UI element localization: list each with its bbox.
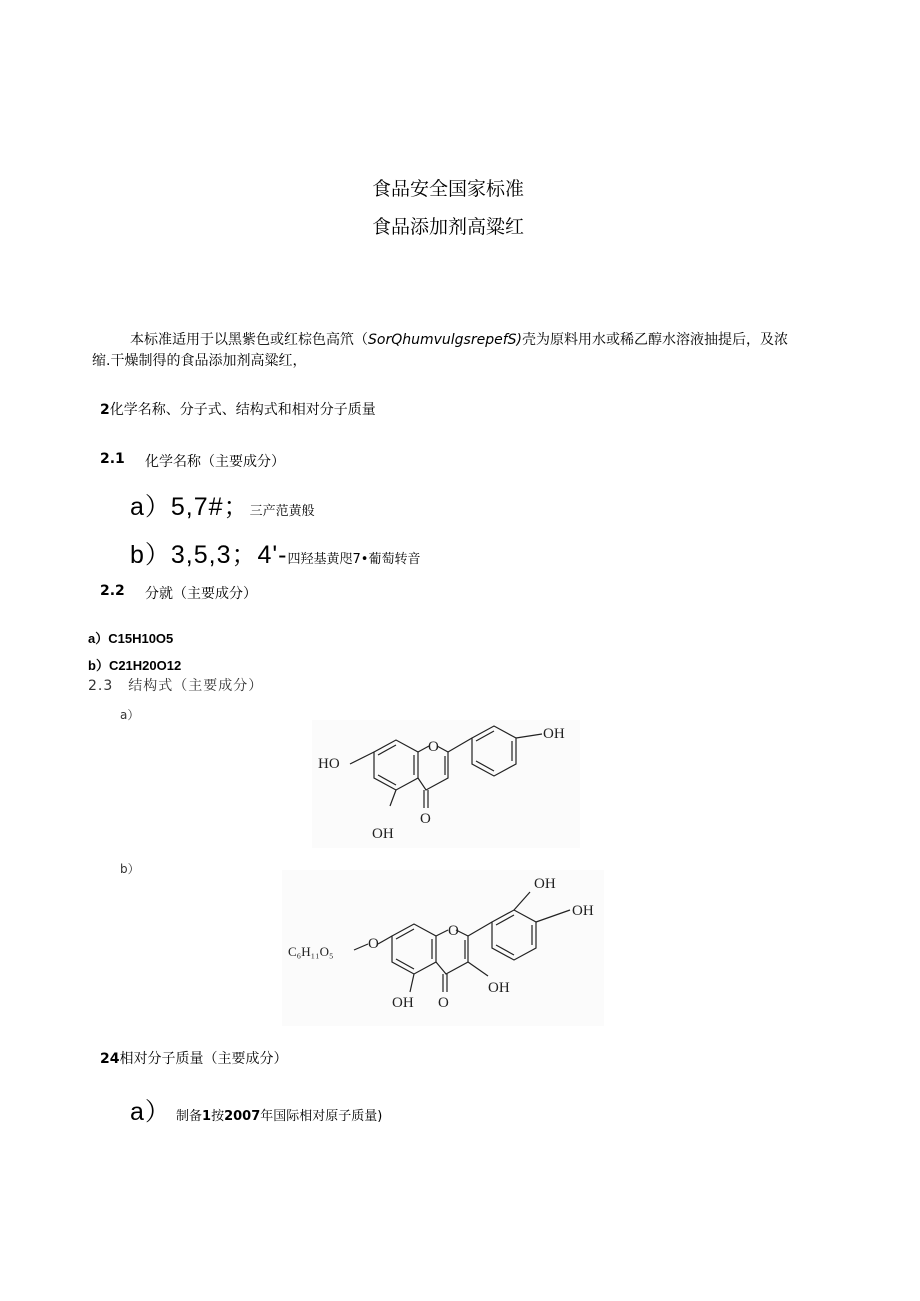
structure-b-oh-bottom: OH xyxy=(392,995,414,1011)
structure-a-diagram xyxy=(312,720,580,848)
chem-name-a xyxy=(130,487,315,523)
structure-b-link-oxygen: O xyxy=(368,936,379,952)
section-2-4-number: 24 xyxy=(100,1051,120,1067)
chem-name-a-label: a）5,7#； xyxy=(130,493,250,521)
structure-b-oh-top-2: OH xyxy=(572,903,594,919)
chem-name-b-label: b）3,5,3；4'- xyxy=(130,541,288,569)
section-2-number: 2 xyxy=(100,402,110,418)
scope-line-2: 缩.干燥制得的食品添加剂高粱红， xyxy=(92,353,307,369)
structure-a-svg xyxy=(312,720,580,848)
structure-a-keto-oxygen: O xyxy=(420,811,431,827)
section-2-1-number: 2.1 xyxy=(100,451,125,467)
chem-name-b xyxy=(130,535,420,571)
product-title: 食品添加剂高粱红 xyxy=(372,216,525,238)
scope-latin-name: SorQhumvulgsrepefS) xyxy=(368,332,522,348)
section-2-4-title: 相对分子质量（主要成分） xyxy=(119,1051,288,1067)
scope-text-2: 壳为原料用水或稀乙醇水溶液抽提后，及浓 xyxy=(522,332,788,348)
structure-b-diagram xyxy=(282,870,604,1026)
mass-item-a-label: a） xyxy=(130,1098,171,1126)
structure-a-oh-top: OH xyxy=(543,726,565,742)
structure-b-keto-oxygen: O xyxy=(438,995,449,1011)
formula-b: b）C21H20O12 xyxy=(88,658,182,673)
section-2-2-number: 2.2 xyxy=(100,583,125,599)
standard-title: 食品安全国家标准 xyxy=(372,178,525,200)
section-2-heading xyxy=(100,399,376,419)
section-2-2-title: 分就（主要成分） xyxy=(145,586,257,602)
structure-b-label: b） xyxy=(120,862,140,876)
mass-item-a-bold-1: 1 xyxy=(202,1109,212,1124)
section-2-1-heading xyxy=(100,451,125,467)
structure-b-oh-top-1: OH xyxy=(534,876,556,892)
section-2-4-heading xyxy=(100,1048,287,1068)
chem-name-a-text: 三产范黄般 xyxy=(249,504,315,519)
section-2-2-heading xyxy=(100,583,125,599)
structure-b-bonds xyxy=(354,892,570,992)
structure-a-label: a） xyxy=(120,708,140,722)
mass-item-a-bold-2: 2007 xyxy=(224,1109,261,1124)
structure-b-ring-oxygen: O xyxy=(448,923,459,939)
structure-a-ring-oxygen: O xyxy=(428,739,439,755)
section-2-title: 化学名称、分子式、结构式和相对分子质量 xyxy=(109,402,376,418)
structure-a-ho-left: HO xyxy=(318,756,340,772)
chem-name-b-text: 四羟基黄咫7•葡萄转音 xyxy=(287,552,421,567)
section-2-3-heading: 2.3 结构式（主要成分） xyxy=(88,678,264,694)
section-2-1-title: 化学名称（主要成分） xyxy=(145,454,285,470)
scope-text-1: 本标准适用于以黑紫色或红棕色高笊（ xyxy=(130,332,368,348)
structure-a-oh-bottom: OH xyxy=(372,826,394,842)
mass-item-a-text-post: 年国际相对原子质量) xyxy=(260,1109,383,1124)
structure-b-glycoside: C₆H₁₁O₅ xyxy=(288,944,334,959)
structure-b-svg xyxy=(282,870,604,1026)
mass-item-a-text-mid: 按 xyxy=(211,1109,225,1124)
mass-item-a-text-pre: 制备 xyxy=(176,1109,203,1124)
formula-a: a）C15H10O5 xyxy=(88,631,174,646)
structure-b-oh-3: OH xyxy=(488,980,510,996)
mass-item-a xyxy=(130,1092,382,1128)
structure-a-bonds xyxy=(350,726,542,808)
